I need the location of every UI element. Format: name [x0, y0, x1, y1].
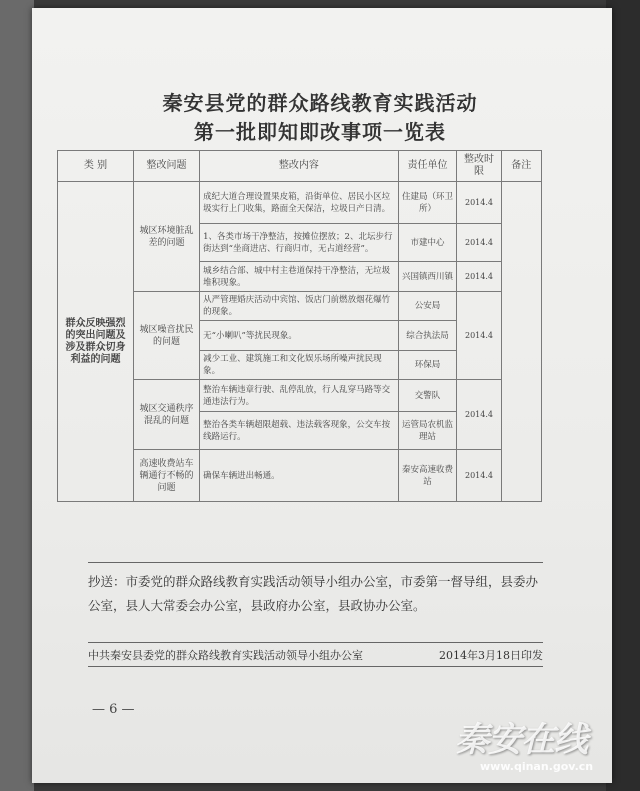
- divider: [88, 562, 543, 563]
- unit-cell: 环保局: [398, 351, 457, 380]
- unit-cell: 运管局农机监理站: [398, 412, 457, 450]
- time-cell: 2014.4: [457, 292, 501, 380]
- header-problem: 整改问题: [133, 151, 199, 182]
- problem-cell: 城区环境脏乱差的问题: [133, 182, 199, 292]
- document-title-line1: 秦安县党的群众路线教育实践活动: [162, 91, 478, 115]
- note-cell: [501, 182, 541, 502]
- header-time: 整改时限: [457, 151, 501, 182]
- problem-cell: 高速收费站车辆通行不畅的问题: [133, 450, 199, 502]
- problem-cell: 城区交通秩序混乱的问题: [133, 380, 199, 450]
- time-cell: 2014.4: [457, 262, 501, 292]
- header-unit: 责任单位: [398, 151, 457, 182]
- unit-cell: 秦安高速收费站: [398, 450, 457, 502]
- problem-cell: 城区噪音扰民的问题: [133, 292, 199, 380]
- unit-cell: 市建中心: [398, 224, 457, 262]
- watermark-logo: 秦安在线: [455, 720, 587, 760]
- issuer-line: [88, 644, 543, 663]
- time-cell: 2014.4: [457, 450, 501, 502]
- content-cell: 从严管理婚庆活动中宾馆、饭店门前燃放烟花爆竹的现象。: [200, 292, 399, 321]
- header-category: 类 别: [58, 151, 134, 182]
- watermark-url: www.qinan.gov.cn: [480, 760, 594, 773]
- unit-cell: 交警队: [398, 380, 457, 412]
- issuer-org: 中共秦安县委党的群众路线教育实践活动领导小组办公室: [88, 649, 363, 662]
- content-cell: 无“小喇叭”等扰民现象。: [200, 321, 399, 351]
- time-cell: 2014.4: [457, 182, 501, 224]
- issue-date: 2014年3月18日印发: [439, 649, 543, 662]
- unit-cell: 公安局: [398, 292, 457, 321]
- content-cell: 确保车辆进出畅通。: [200, 450, 399, 502]
- unit-cell: 综合执法局: [398, 321, 457, 351]
- table-header-row: [58, 151, 542, 182]
- content-cell: 城乡结合部、城中村主巷道保持干净整洁，无垃圾堆积现象。: [200, 262, 399, 292]
- content-cell: 整治各类车辆超限超载、违法载客现象，公交车按线路运行。: [200, 412, 399, 450]
- header-content: 整改内容: [200, 151, 399, 182]
- time-cell: 2014.4: [457, 380, 501, 450]
- page-number: — 6 —: [92, 702, 135, 717]
- divider: [88, 666, 543, 667]
- unit-cell: 兴国镇西川镇: [398, 262, 457, 292]
- content-cell: 整治车辆违章行驶、乱停乱放，行人乱穿马路等交通违法行为。: [200, 380, 399, 412]
- document-title-line2: 第一批即知即改事项一览表: [194, 120, 446, 144]
- category-cell: 群众反映强烈的突出问题及涉及群众切身利益的问题: [58, 182, 134, 502]
- cc-list: 抄送：市委党的群众路线教育实践活动领导小组办公室，市委第一督导组，县委办公室，县人大常委会办公室，县政府办公室，县政协办公室。: [88, 574, 539, 613]
- table-row: [58, 182, 542, 224]
- header-note: 备注: [501, 151, 541, 182]
- divider: [88, 642, 543, 643]
- content-cell: 成纪大道合理设置果皮箱，沿街单位、居民小区垃圾实行上门收集，路面全天保洁，垃圾日产日清。: [200, 182, 399, 224]
- unit-cell: 住建局（环卫所）: [398, 182, 457, 224]
- content-cell: 减少工业、建筑施工和文化娱乐场所噪声扰民现象。: [200, 351, 399, 380]
- time-cell: 2014.4: [457, 224, 501, 262]
- rectification-table: [57, 150, 542, 502]
- content-cell: 1、各类市场干净整洁，按摊位摆放；2、北坛步行街达到“坐商进店、行商归市，无占道经营”。: [200, 224, 399, 262]
